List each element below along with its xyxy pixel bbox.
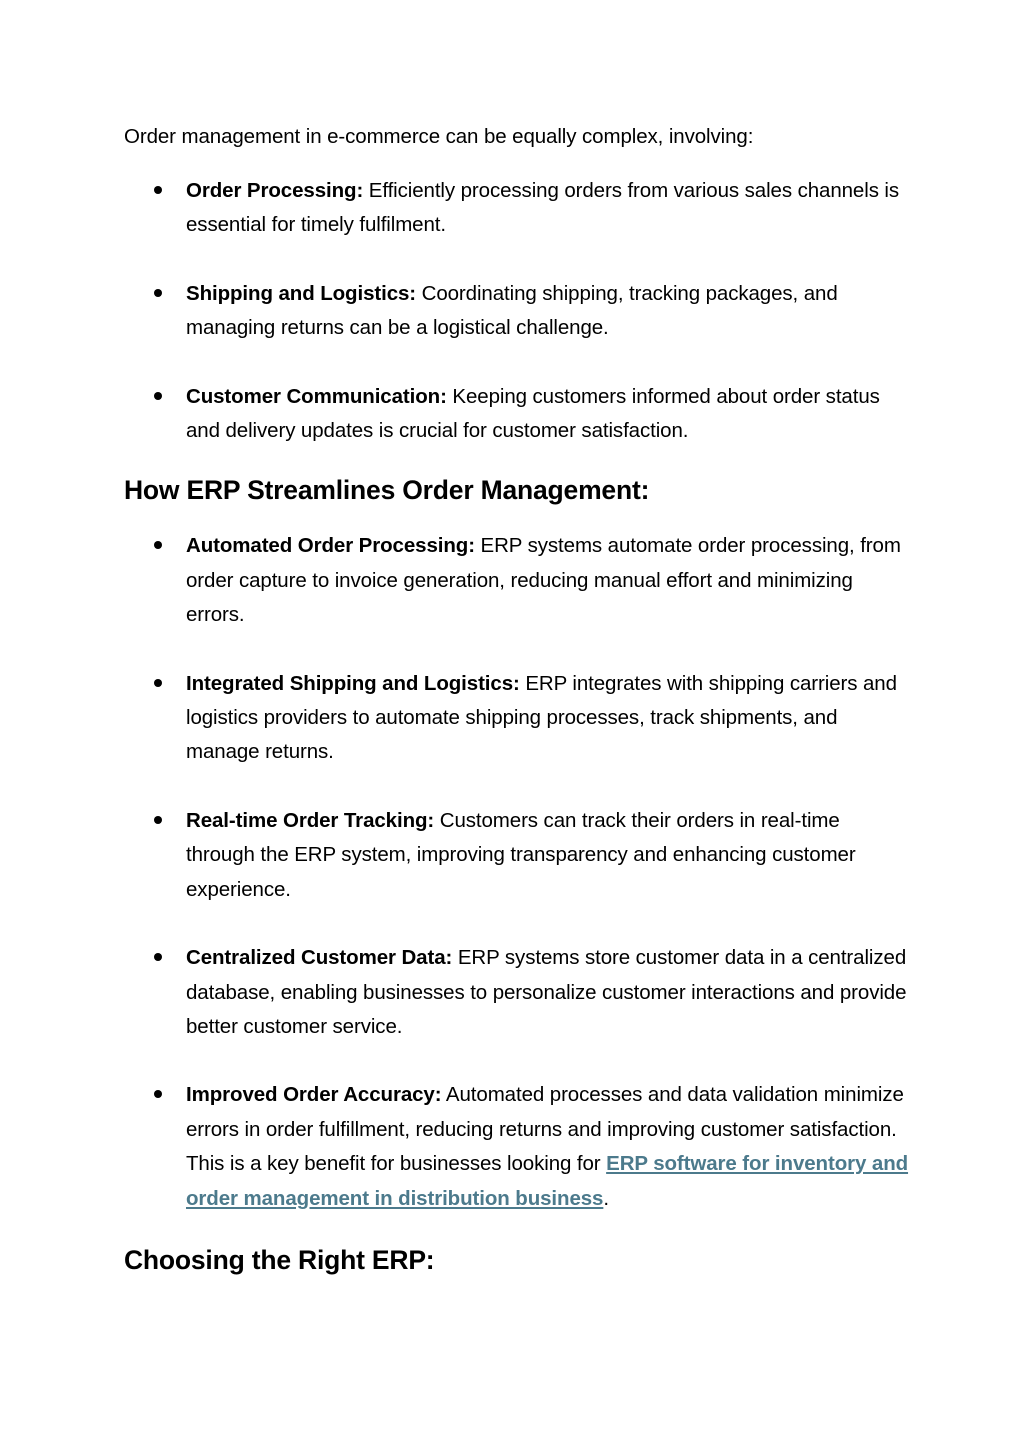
list-item-text-end: .	[603, 1186, 609, 1210]
document-page	[124, 120, 914, 1278]
section-heading-streamlines: How ERP Streamlines Order Management:	[124, 475, 650, 506]
list-item-integrated-shipping	[124, 667, 914, 770]
benefits-list	[124, 529, 914, 1216]
list-item-automated-order-processing	[124, 529, 914, 632]
list-item-customer-communication	[124, 380, 914, 449]
list-item-term: Improved Order Accuracy:	[186, 1083, 442, 1107]
list-item-term: Centralized Customer Data:	[186, 946, 453, 970]
bullet-icon	[154, 541, 162, 549]
bullet-icon	[154, 392, 162, 400]
challenges-list	[124, 174, 914, 448]
list-item-term: Customer Communication:	[186, 384, 447, 408]
list-item-term: Real-time Order Tracking:	[186, 808, 435, 832]
erp-software-link[interactable]: ERP software for inventory and order management in distribution business	[186, 1152, 909, 1210]
section-heading-choosing: Choosing the Right ERP:	[124, 1244, 435, 1275]
list-item-term: Automated Order Processing:	[186, 534, 475, 558]
list-item-shipping-logistics	[124, 277, 914, 346]
list-item-text: Coordinating shipping, tracking packages, and managing returns can be a logistical challenge.	[186, 281, 838, 340]
bullet-icon	[154, 289, 162, 297]
list-item-text: Automated processes and data validation minimize errors in order fulfillment, reducing returns and improving customer satisfaction. This is a key benefit for businesses looking for	[186, 1083, 904, 1176]
list-item-centralized-customer-data	[124, 941, 914, 1044]
list-item-term: Shipping and Logistics:	[186, 281, 417, 305]
list-item-text: ERP systems store customer data in a centralized database, enabling businesses to personalize customer interactions and provide better customer service.	[186, 946, 907, 1038]
list-item-text: Keeping customers informed about order status and delivery updates is crucial for customer satisfaction.	[186, 384, 880, 443]
list-item-improved-order-accuracy	[124, 1078, 914, 1216]
list-item-text: ERP systems automate order processing, from order capture to invoice generation, reducing manual effort and minimizing errors.	[186, 534, 901, 627]
bullet-icon	[154, 186, 162, 194]
list-item-term: Order Processing:	[186, 179, 364, 202]
list-item-text: Efficiently processing orders from various sales channels is essential for timely fulfilment.	[186, 179, 900, 237]
list-item-order-processing	[124, 174, 914, 243]
list-item-text: ERP integrates with shipping carriers and logistics providers to automate shipping processes, track shipments, and manage returns.	[186, 671, 897, 764]
bullet-icon	[154, 953, 162, 961]
bullet-icon	[154, 1090, 162, 1098]
bullet-icon	[154, 816, 162, 824]
list-item-real-time-tracking	[124, 804, 914, 907]
list-item-term: Integrated Shipping and Logistics:	[186, 671, 520, 695]
list-item-text: Customers can track their orders in real-time through the ERP system, improving transparency and enhancing customer experience.	[186, 808, 856, 901]
bullet-icon	[154, 679, 162, 687]
intro-paragraph: Order management in e-commerce can be equally complex, involving:	[124, 125, 754, 148]
